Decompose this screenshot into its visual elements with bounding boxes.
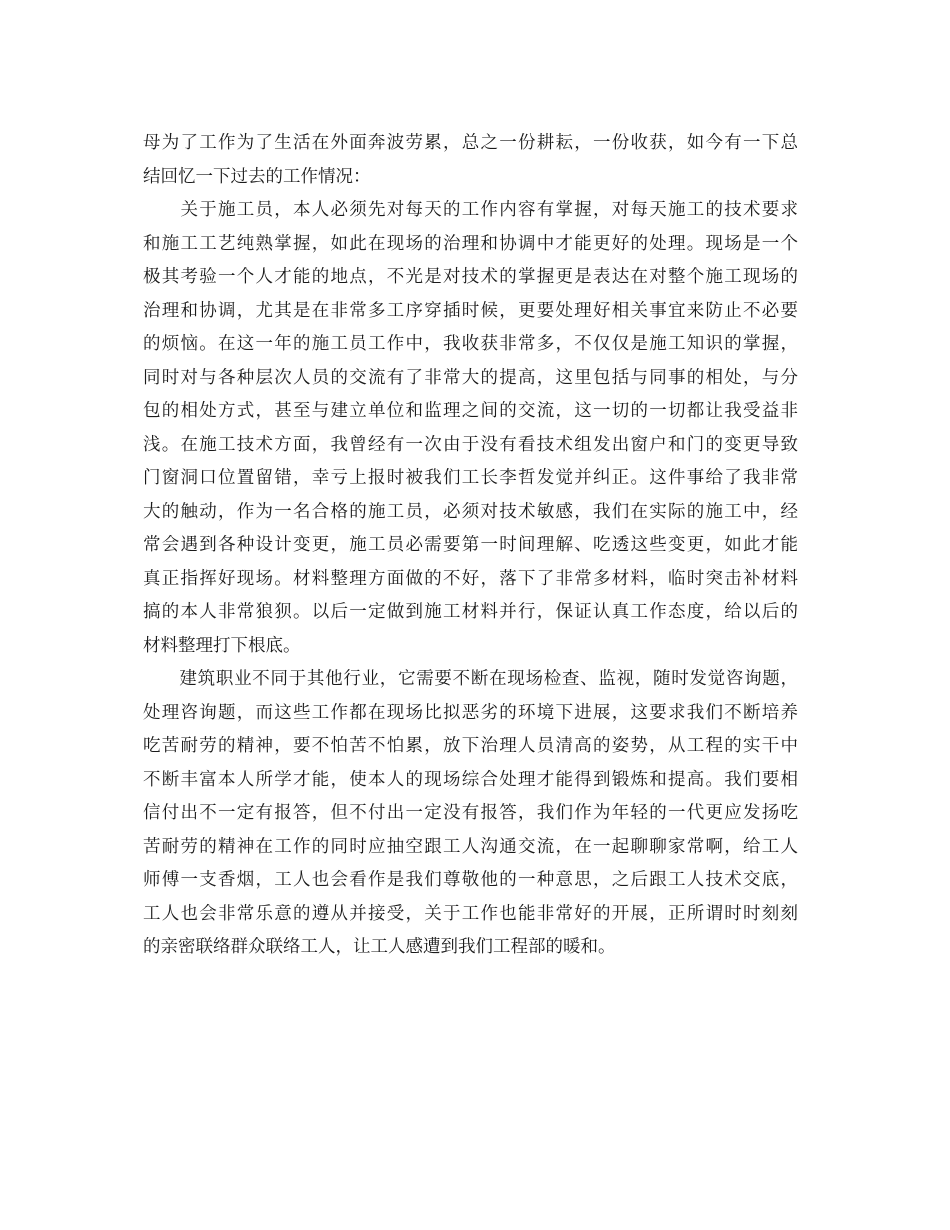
text-line: 师傅一支香烟，工人也会看作是我们尊敬他的一种意思，之后跟工人技术交底，	[143, 870, 798, 890]
text-line: 建筑职业不同于其他行业，它需要不断在现场检查、监视，随时发觉咨询题，	[143, 669, 798, 689]
text-line: 结回忆一下过去的工作情况：	[143, 166, 371, 187]
text-line: 极其考验一个人才能的地点，不光是对技术的掌握更是表达在对整个施工现场的	[143, 267, 798, 287]
text-line: 关于施工员，本人必须先对每天的工作内容有掌握，对每天施工的技术要求	[143, 200, 798, 220]
text-line: 治理和协调，尤其是在非常多工序穿插时候，更要处理好相关事宜来防止不必要	[143, 300, 798, 321]
text-line: 同时对与各种层次人员的交流有了非常大的提高，这里包括与同事的相处，与分	[143, 367, 798, 388]
text-line: 不断丰富本人所学才能，使本人的现场综合处理才能得到锻炼和提高。我们要相	[143, 769, 798, 790]
text-line: 的烦恼。在这一年的施工员工作中，我收获非常多，不仅仅是施工知识的掌握，	[143, 334, 798, 354]
text-line: 常会遇到各种设计变更，施工员必需要第一时间理解、吃透这些变更，如此才能	[143, 535, 798, 555]
text-line: 吃苦耐劳的精神，要不怕苦不怕累，放下治理人员清高的姿势，从工程的实干中	[143, 736, 798, 756]
text-line: 母为了工作为了生活在外面奔波劳累，总之一份耕耘，一份收获，如今有一下总	[143, 133, 798, 153]
text-line: 真正指挥好现场。材料整理方面做的不好，落下了非常多材料，临时突击补材料	[143, 568, 798, 589]
text-line: 工人也会非常乐意的遵从并接受，关于工作也能非常好的开展，正所谓时时刻刻	[143, 903, 798, 924]
text-line: 信付出不一定有报答，但不付出一定没有报答，我们作为年轻的一代更应发扬吃	[143, 803, 798, 823]
text-line: 处理咨询题，而这些工作都在现场比拟恶劣的环境下进展，这要求我们不断培养	[143, 702, 798, 723]
text-line: 和施工工艺纯熟掌握，如此在现场的治理和协调中才能更好的处理。现场是一个	[143, 233, 798, 254]
text-line: 苦耐劳的精神在工作的同时应抽空跟工人沟通交流，在一起聊聊家常啊，给工人	[143, 836, 798, 857]
text-line: 搞的本人非常狼狈。以后一定做到施工材料并行，保证认真工作态度，给以后的	[143, 602, 798, 622]
body-text	[143, 127, 798, 965]
text-line: 的亲密联络群众联络工人，让工人感遭到我们工程部的暖和。	[143, 937, 616, 957]
text-line: 门窗洞口位置留错，幸亏上报时被我们工长李哲发觉并纠正。这件事给了我非常	[143, 468, 798, 488]
text-line: 包的相处方式，甚至与建立单位和监理之间的交流，这一切的一切都让我受益非	[143, 401, 798, 421]
text-line: 材料整理打下根底。	[143, 635, 301, 656]
text-line: 浅。在施工技术方面，我曾经有一次由于没有看技术组发出窗户和门的变更导致	[143, 434, 798, 455]
text-line: 大的触动，作为一名合格的施工员，必须对技术敏感，我们在实际的施工中，经	[143, 501, 798, 522]
